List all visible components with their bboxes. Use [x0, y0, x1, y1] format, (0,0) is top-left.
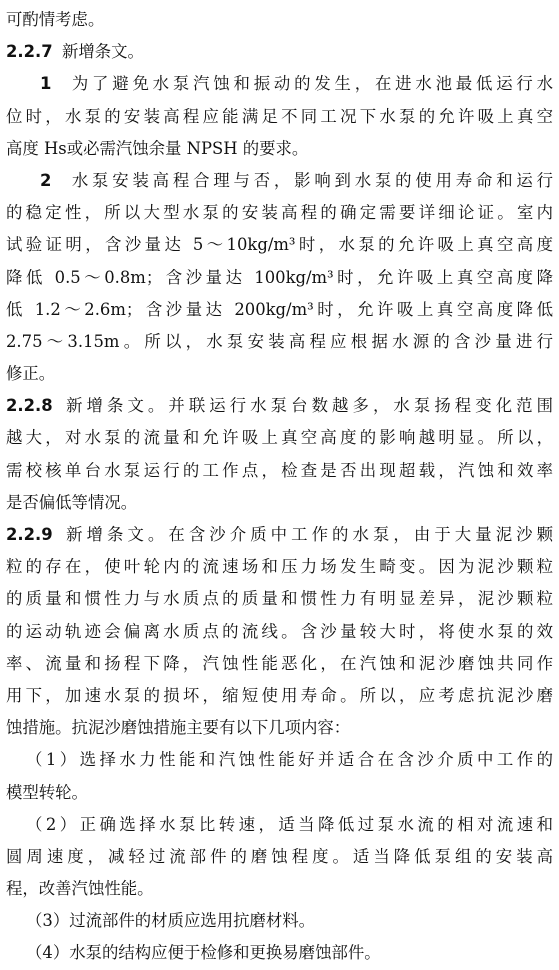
- text-line: [6, 4, 553, 36]
- text-line: [6, 777, 553, 809]
- text-line: [6, 680, 553, 712]
- line-text: 低 1.2～2.6m；含沙量达 200kg/m³时，允许吸上真空高度降低: [6, 299, 553, 319]
- line-text: 新增条文。在含沙介质中工作的水泵，由于大量泥沙颗: [62, 525, 553, 544]
- text-line: [6, 133, 553, 165]
- line-text: 的运动轨迹会偏离水质点的流线。含沙量较大时，将使水泵的效: [6, 621, 553, 641]
- list-item: [6, 905, 553, 937]
- list-item: [6, 809, 553, 841]
- line-text: （4）水泵的结构应便于检修和更换易磨蚀部件。: [26, 943, 381, 963]
- line-text: （1）选择水力性能和汽蚀性能好并适合在含沙介质中工作的: [26, 750, 553, 770]
- text-line: [6, 165, 553, 197]
- text-line: [6, 583, 553, 615]
- line-text: 粒的存在，使叶轮内的流速场和压力场发生畸变。因为泥沙颗粒: [6, 557, 553, 577]
- list-item: [6, 937, 553, 969]
- section-number: 2.2.7: [6, 42, 53, 62]
- text-line: [6, 326, 553, 358]
- item-number: 2: [40, 170, 52, 190]
- line-text: 用下，加速水泵的损坏，缩短使用寿命。所以，应考虑抗泥沙磨: [6, 685, 553, 705]
- text-line: [6, 262, 553, 294]
- section-number: 2.2.8: [6, 396, 53, 416]
- text-line: [6, 648, 553, 680]
- line-text: 为了避免水泵汽蚀和振动的发生，在进水池最低运行水: [68, 74, 553, 94]
- line-text: 新增条文。: [62, 42, 144, 62]
- line-text: 试验证明，含沙量达 5～10kg/m³时，水泵的允许吸上真空高度: [6, 235, 553, 255]
- text-line: [6, 101, 553, 133]
- line-text: （3）过流部件的材质应选用抗磨材料。: [26, 911, 316, 931]
- text-line: [6, 422, 553, 454]
- line-text: （2）正确选择水泵比转速，适当降低过泵水流的相对流速和: [26, 814, 553, 834]
- line-text: 需校核单台水泵运行的工作点，检查是否出现超载，汽蚀和效率: [6, 460, 553, 480]
- line-text: 2.75～3.15m。所以，水泵安装高程应根据水源的含沙量进行: [6, 331, 553, 351]
- line-text: 降低 0.5～0.8m；含沙量达 100kg/m³时，允许吸上真空高度降: [6, 267, 553, 287]
- section-number: 2.2.9: [6, 525, 53, 544]
- line-text: 新增条文。并联运行水泵台数越多，水泵扬程变化范围: [62, 396, 553, 416]
- line-text: 水泵安装高程合理与否，影响到水泵的使用寿命和运行: [68, 170, 553, 190]
- line-text: 程，改善汽蚀性能。: [6, 879, 154, 899]
- line-text: 是否偏低等情况。: [6, 492, 138, 512]
- text-line: [6, 551, 553, 583]
- section-heading-2-2-7: [6, 36, 553, 68]
- line-text: 的质量和惯性力与水质点的质量和惯性力有明显差异，泥沙颗粒: [6, 589, 553, 609]
- line-text: 的稳定性，所以大型水泵的安装高程的确定需要详细论证。室内: [6, 203, 553, 223]
- section-heading-2-2-8: [6, 390, 553, 422]
- text-line: [6, 68, 553, 100]
- text-line: [6, 197, 553, 229]
- line-text: 圆周速度，减轻过流部件的磨蚀程度。适当降低泵组的安装高: [6, 846, 553, 866]
- text-line: [6, 712, 553, 744]
- text-line: [6, 294, 553, 326]
- text-line: [6, 229, 553, 261]
- list-item: [6, 744, 553, 776]
- text-line: [6, 841, 553, 873]
- line-text: 蚀措施。抗泥沙磨蚀措施主要有以下几项内容：: [6, 718, 351, 738]
- line-text: 模型转轮。: [6, 782, 88, 802]
- line-text: 可酌情考虑。: [6, 10, 105, 29]
- line-text: 率、流量和扬程下降，汽蚀性能恶化，在汽蚀和泥沙磨蚀共同作: [6, 653, 553, 673]
- line-text: 越大，对水泵的流量和允许吸上真空高度的影响越明显。所以，: [6, 428, 553, 448]
- section-heading-2-2-9: [6, 519, 553, 551]
- line-text: 修正。: [6, 364, 56, 384]
- text-line: [6, 358, 553, 390]
- item-number: 1: [40, 74, 52, 94]
- line-text: 位时，水泵的安装高程应能满足不同工况下水泵的允许吸上真空: [6, 106, 553, 126]
- text-line: [6, 616, 553, 648]
- text-line: [6, 487, 553, 519]
- text-line: [6, 455, 553, 487]
- line-text: 高度 Hs或必需汽蚀余量 NPSH 的要求。: [6, 138, 309, 158]
